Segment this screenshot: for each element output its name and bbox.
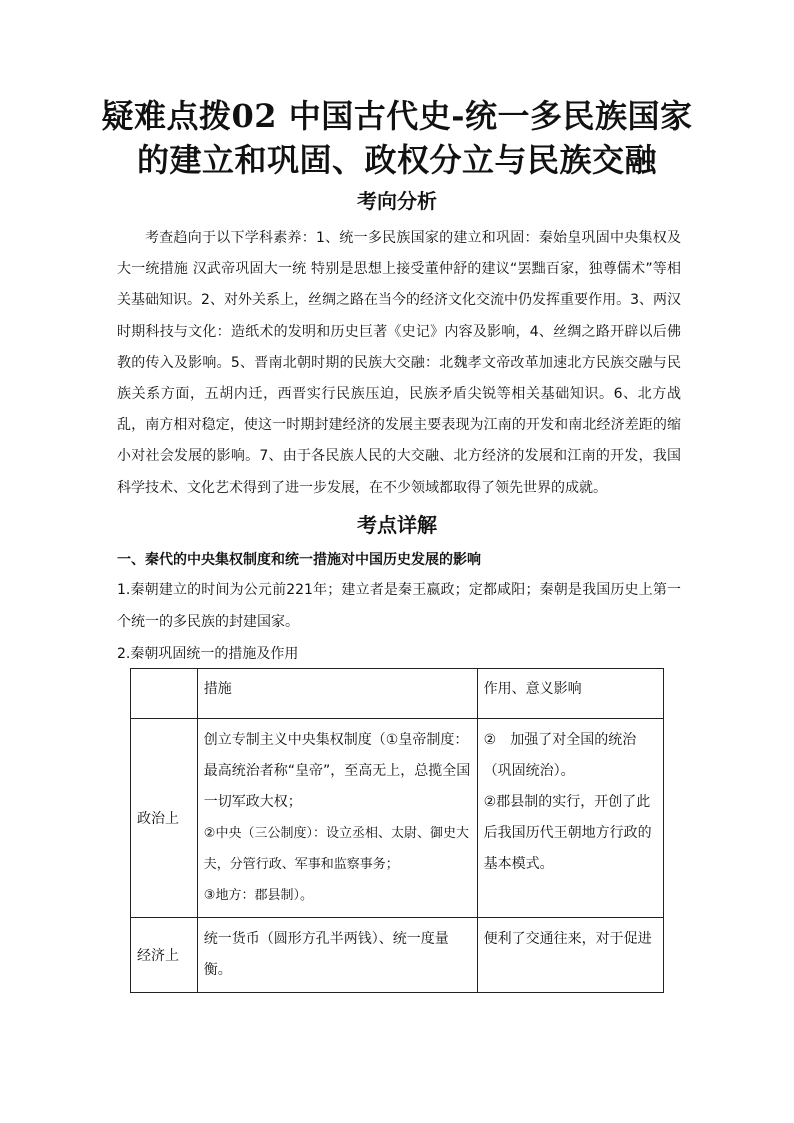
row-label-economic: 经济上 (131, 918, 198, 993)
effect-item: ②郡县制的实行，开创了此后我国历代王朝地方行政的基本模式。 (483, 794, 652, 872)
row-label-political: 政治上 (131, 719, 198, 918)
section-heading-analysis: 考向分析 (357, 189, 437, 213)
effect-item: 便利了交通往来，对于促进 (483, 931, 652, 947)
measure-item: 统一货币（圆形方孔半两钱）、统一度量衡。 (203, 931, 449, 978)
table-header-cell: 措施 (197, 669, 477, 719)
measure-item: ③地方：郡县制）。 (203, 888, 313, 903)
table-row (131, 719, 664, 918)
measure-item: ②中央（三公制度）：设立丞相、太尉、御史大夫，分管行政、军事和监察事务； (203, 826, 469, 872)
qin-measures-table (130, 668, 664, 993)
table-cell-effects (477, 719, 663, 918)
table-header-cell (131, 669, 198, 719)
table-cell-measures (197, 918, 477, 993)
table-header-row (131, 669, 664, 719)
subheading-qin-centralization: 一、秦代的中央集权制度和统一措施对中国历史发展的影响 (117, 552, 481, 568)
table-row (131, 918, 664, 993)
paragraph-qin-founding: 1.秦朝建立的时间为公元前221年；建立者是秦王嬴政；定都咸阳；秦朝是我国历史上第一个统一的多民族的封建国家。 (117, 582, 681, 630)
analysis-paragraph: 考查趋向于以下学科素养：1、统一多民族国家的建立和巩固：秦始皇巩固中央集权及大一统措施 汉武帝巩固大一统 特别是思想上接受董仲舒的建议“罢黜百家，独尊儒术”等相关基础知识。2、对外关系上，丝绸之路在当今的经济文化交流中仍发挥重要作用。3、两汉时期科技与文化：造纸术的发明和历史巨著《史记》内容及影响，4、丝绸之路开辟以后佛教的传入及影响。5、晋南北朝时期的民族大交融：北魏孝文帝改革加速北方民族交融与民族关系方面，五胡内迁，西晋实行民族压迫，民族矛盾尖锐等相关基础知识。6、北方战乱，南方相对稳定，使这一时期封建经济的发展主要表现为江南的开发和南北经济差距的缩小对社会发展的影响。7、由于各民族人民的大交融、北方经济的发展和江南的开发，我国科学技术、文化艺术得到了进一步发展，在不少领域都取得了领先世界的成就。 (117, 230, 681, 496)
section-heading-details: 考点详解 (357, 513, 437, 537)
table-cell-effects (477, 918, 663, 993)
measure-item: 创立专制主义中央集权制度（①皇帝制度：最高统治者称“皇帝”，至高无上，总揽全国一切军政大权； (203, 732, 471, 810)
table-header-cell: 作用、意义影响 (477, 669, 663, 719)
document-title: 疑难点拨02 中国古代史-统一多民族国家的建立和巩固、政权分立与民族交融 (101, 97, 693, 179)
paragraph-qin-measures-intro: 2.秦朝巩固统一的措施及作用 (117, 646, 299, 662)
table-cell-measures (197, 719, 477, 918)
effect-item: ② 加强了对全国的统治（巩固统治）。 (483, 732, 637, 779)
